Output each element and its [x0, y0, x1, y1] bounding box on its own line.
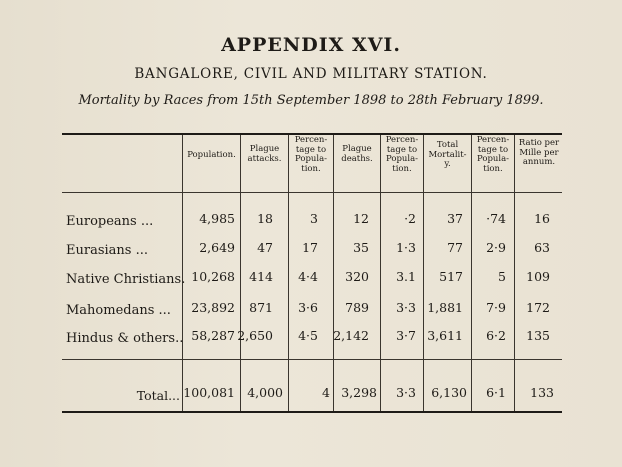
plague-deaths-value: 789 — [345, 300, 369, 315]
header-mortality-percentage: Percen- tage to Popula- tion. — [476, 135, 510, 174]
race-label: Eurasians ... — [66, 243, 148, 258]
table-bottom-rule — [62, 411, 562, 413]
total-rule — [62, 359, 562, 360]
death-percentage-value: 3·3 — [396, 300, 416, 315]
total-mortality-value: 6,130 — [431, 385, 467, 400]
death-percentage-value: ·2 — [404, 211, 416, 226]
total-mortality-value: 517 — [439, 269, 463, 284]
header-population: Population. — [187, 150, 236, 160]
attack-percentage-value: 4·4 — [298, 269, 318, 284]
mortality-percentage-value: 2·9 — [486, 240, 506, 255]
race-label: Europeans ... — [66, 214, 154, 229]
mortality-percentage-value: 6·2 — [486, 328, 506, 343]
plague-deaths-value: 35 — [353, 240, 369, 255]
station-subtitle: BANGALORE, CIVIL AND MILITARY STATION. — [134, 66, 488, 82]
total-death-percentage-value: 3·3 — [396, 385, 416, 400]
column-divider — [471, 135, 472, 411]
header-plague-attacks: Plague attacks. — [247, 144, 282, 164]
mortality-percentage-value: ·74 — [486, 211, 506, 226]
mortality-table — [62, 121, 562, 422]
total-ratio-per-mille-value: 133 — [530, 385, 554, 400]
header-death-percentage: Percen- tage to Popula- tion. — [385, 135, 419, 174]
plague-attacks-value: 871 — [249, 300, 273, 315]
total-population-value: 100,081 — [183, 385, 235, 400]
header-total-mortality: Total Mortalit- y. — [428, 140, 467, 169]
plague-deaths-value: 2,142 — [333, 328, 369, 343]
ratio-per-mille-value: 172 — [526, 300, 550, 315]
column-divider — [380, 135, 381, 411]
race-label: Native Christians. — [66, 272, 186, 287]
ratio-per-mille-value: 135 — [526, 328, 550, 343]
population-value: 2,649 — [199, 240, 235, 255]
column-divider — [514, 135, 515, 411]
attack-percentage-value: 3·6 — [298, 300, 318, 315]
ratio-per-mille-value: 109 — [526, 269, 550, 284]
mortality-percentage-value: 7·9 — [486, 300, 506, 315]
total-mortality-value: 37 — [447, 211, 463, 226]
death-percentage-value: 1·3 — [396, 240, 416, 255]
attack-percentage-value: 4·5 — [298, 328, 318, 343]
ratio-per-mille-value: 16 — [534, 211, 550, 226]
appendix-title: APPENDIX XVI. — [221, 34, 401, 56]
total-attack-percentage-value: 4 — [322, 385, 330, 400]
population-value: 4,985 — [199, 211, 235, 226]
total-mortality-value: 77 — [447, 240, 463, 255]
plague-attacks-value: 414 — [249, 269, 273, 284]
total-label: Total... — [136, 388, 180, 403]
column-divider — [288, 135, 289, 411]
total-mortality-value: 1,881 — [427, 300, 463, 315]
plague-deaths-value: 320 — [345, 269, 369, 284]
population-value: 23,892 — [191, 300, 235, 315]
population-value: 58,287 — [191, 328, 235, 343]
ratio-per-mille-value: 63 — [534, 240, 550, 255]
column-divider — [240, 135, 241, 411]
header-attack-percentage: Percen- tage to Popula- tion. — [294, 135, 328, 174]
column-divider — [333, 135, 334, 411]
race-label: Hindus & others.. — [66, 331, 184, 346]
death-percentage-value: 3·7 — [396, 328, 416, 343]
plague-attacks-value: 2,650 — [237, 328, 273, 343]
plague-deaths-value: 12 — [353, 211, 369, 226]
total-mortality-percentage-value: 6·1 — [486, 385, 506, 400]
attack-percentage-value: 17 — [302, 240, 318, 255]
death-percentage-value: 3.1 — [396, 269, 416, 284]
attack-percentage-value: 3 — [310, 211, 318, 226]
column-divider — [423, 135, 424, 411]
table-caption: Mortality by Races from 15th September 1898 to 28th February 1899. — [78, 93, 544, 108]
header-ratio-per-mille: Ratio per Mille per annum. — [518, 138, 560, 167]
mortality-percentage-value: 5 — [498, 269, 506, 284]
population-value: 10,268 — [191, 269, 235, 284]
plague-attacks-value: 18 — [257, 211, 273, 226]
total-mortality-value: 3,611 — [427, 328, 463, 343]
header-plague-deaths: Plague deaths. — [341, 144, 373, 164]
header-rule — [62, 192, 562, 193]
total-plague-attacks-value: 4,000 — [247, 385, 283, 400]
plague-attacks-value: 47 — [257, 240, 273, 255]
total-plague-deaths-value: 3,298 — [341, 385, 377, 400]
race-label: Mahomedans ... — [66, 303, 171, 318]
